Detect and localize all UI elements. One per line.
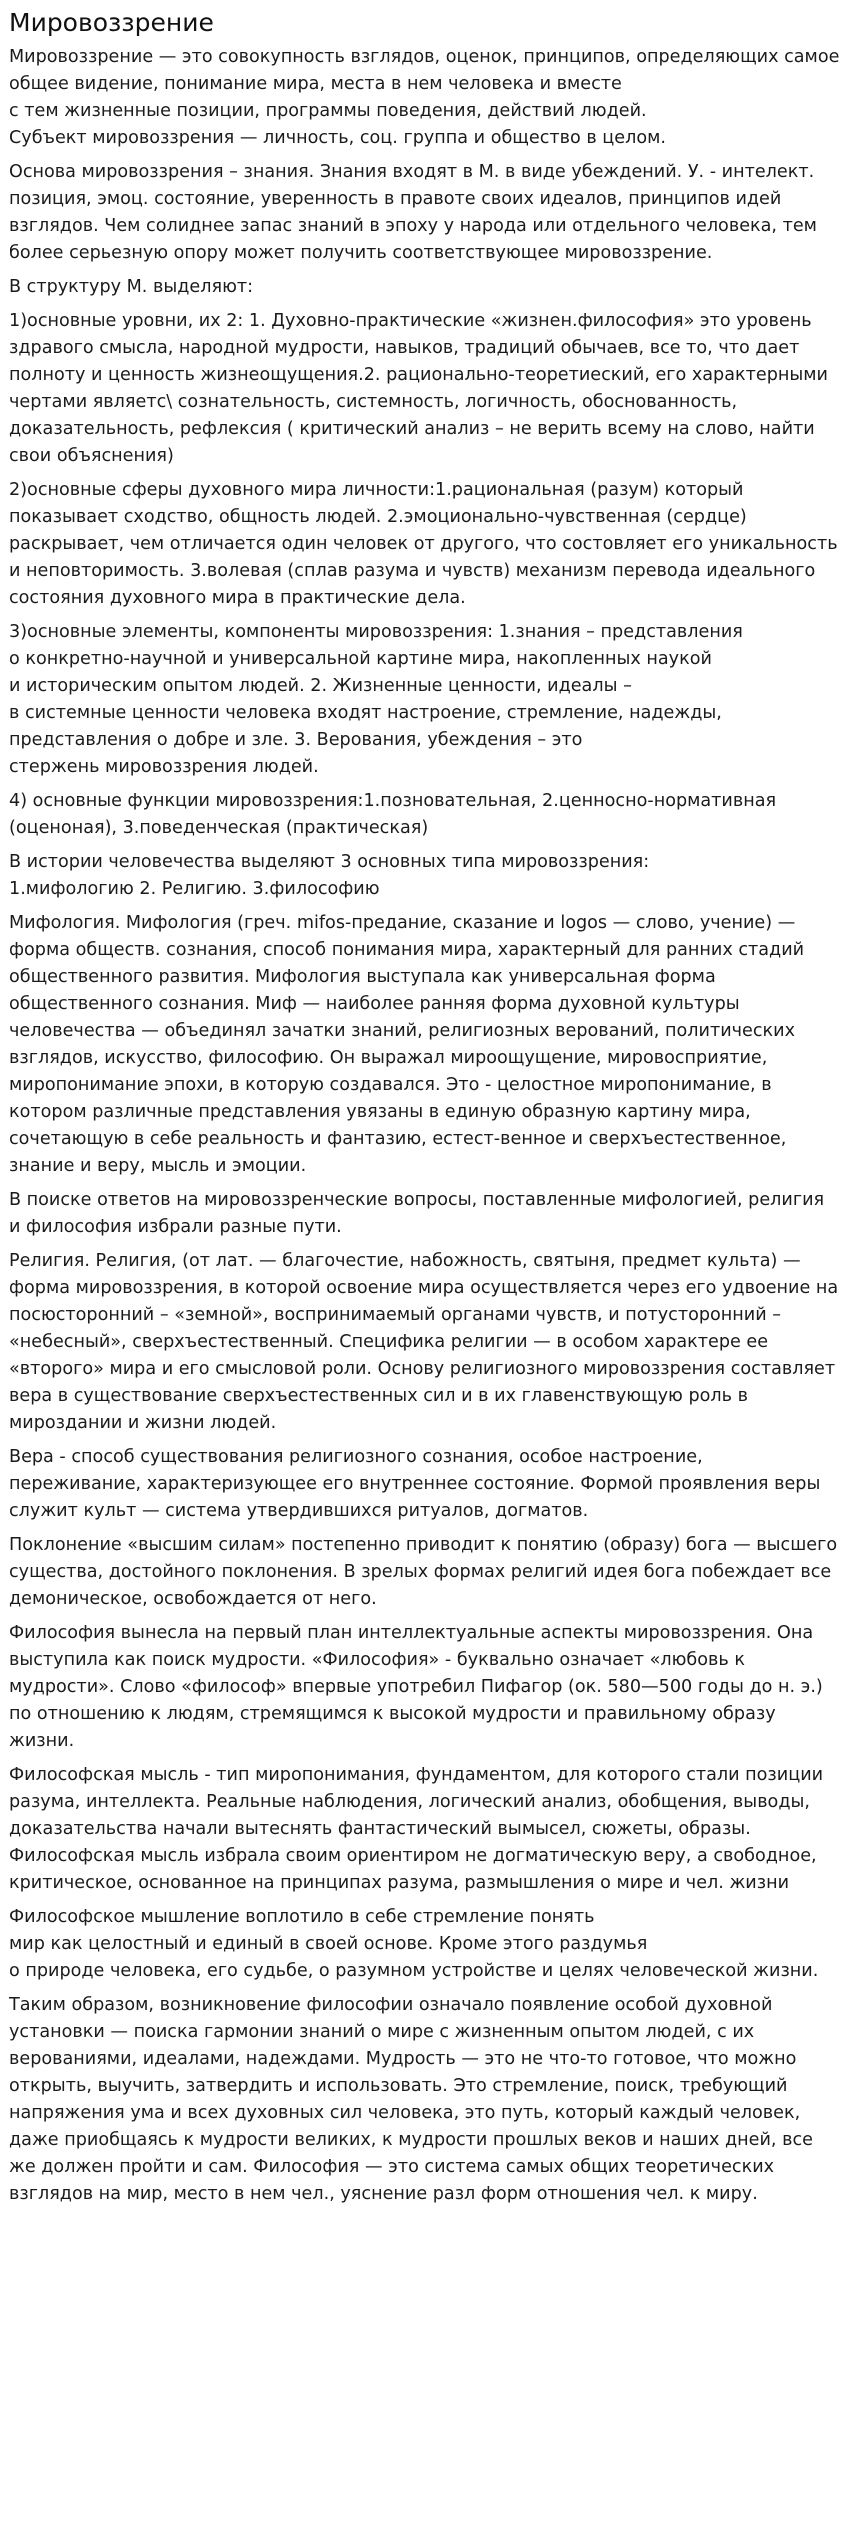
document-body (9, 44, 840, 2208)
paragraph-types: В истории человечества выделяют 3 основных типа мировоззрения: 1.мифологию 2. Религию. 3.философию (9, 852, 650, 899)
paragraph-mythology: Мифология. Мифология (греч. mifos-предание, сказание и logos — слово, учение) — форма обществ. сознания, способ понимания мира, характерный для ранних стадий общественного развития. Мифология выступала как универсальная форма общественного сознания. Миф — наиболее ранняя форма духовной культуры человечества — объединял зачатки знаний, религиозных верований, политических взглядов, искусство, философию. Он выражал мироощущение, мировосприятие, миропонимание эпохи, в которую создавался. Это - целостное миропонимание, в котором различные представления увязаны в единую образную картину мира, сочетающую в себе реальность и фантазию, естест-венное и сверхъестественное, знание и веру, мысль и эмоции. (9, 913, 805, 1176)
page-title: Мировоззрение (9, 8, 214, 37)
paragraph-faith: Вера - способ существования религиозного сознания, особое настроение, переживание, характеризующее его внутреннее состояние. Формой проявления веры служит культ — система утвердившихся ритуалов, догматов. (9, 1447, 821, 1521)
paragraph-worship: Поклонение «высшим силам» постепенно приводит к понятию (образу) бога — высшего существа, достойного поклонения. В зрелых формах религий идея бога побеждает все демоническое, освобождается от него. (9, 1535, 838, 1609)
paragraph-elements: 3)основные элементы, компоненты мировоззрения: 1.знания – представления о конкретно-научной и универсальной картине мира, накопленных наукой и историческим опытом людей. 2. Жизненные ценности, идеалы – в системные ценности человека входят настроение, стремление, надежды, представления о добре и зле. 3. Верования, убеждения – это стержень мировоззрения людей. (9, 622, 743, 777)
paragraph-paths: В поиске ответов на мировоззренческие вопросы, поставленные мифологией, религия и философия избрали разные пути. (9, 1190, 825, 1237)
paragraph-philosophical-thought: Философская мысль - тип миропонимания, фундаментом, для которого стали позиции разума, интеллекта. Реальные наблюдения, логический анализ, обобщения, выводы, доказательства начали вытеснять фантастический вымысел, сюжеты, образы. Философская мысль избрала своим ориентиром не догматическую веру, а свободное, критическое, основанное на принципах разума, размышления о мире и чел. жизни (9, 1765, 824, 1893)
paragraph-philosophical-thinking: Философское мышление воплотило в себе стремление понять мир как целостный и единый в своей основе. Кроме этого раздумья о природе человека, его судьбе, о разумном устройстве и целях человеческой жизни. (9, 1907, 819, 1981)
paragraph-functions: 4) основные функции мировоззрения:1.позновательная, 2.ценносно-нормативная (оценоная), 3.поведенческая (практическая) (9, 791, 777, 838)
paragraph-spheres: 2)основные сферы духовного мира личности:1.рациональная (разум) который показывает сходство, общность людей. 2.эмоционально-чувственная (сердце) раскрывает, чем отличается один человек от другого, что состовляет его уникальность и неповторимость. 3.волевая (сплав разума и чувств) механизм перевода идеального состояния духовного мира в практические дела. (9, 480, 838, 608)
paragraph-levels: 1)основные уровни, их 2: 1. Духовно-практические «жизнен.философия» это уровень здравого смысла, народной мудрости, навыков, традиций обычаев, все то, что дает полноту и ценность жизнеощущения.2. рационально-теоретиеский, его характерными чертами являетс\ сознательность, системность, логичность, обоснованность, доказательность, рефлексия ( критический анализ – не верить всему на слово, найти свои объяснения) (9, 311, 828, 466)
paragraph-basis: Основа мировоззрения – знания. Знания входят в М. в виде убеждений. У. - интелект. позиция, эмоц. состояние, уверенность в правоте своих идеалов, принципов идей взглядов. Чем солиднее запас знаний в эпоху у народа или отдельного человека, тем более серьезную опору может получить соответствующее мировоззрение. (9, 162, 817, 263)
paragraph-religion: Религия. Религия, (от лат. — благочестие, набожность, святыня, предмет культа) — форма мировоззрения, в которой освоение мира осуществляется через его удвоение на посюсторонний – «земной», воспринимаемый органами чувств, и потусторонний – «небесный», сверхъестественный. Специфика религии — в особом характере ее «второго» мира и его смысловой роли. Основу религиозного мировоззрения составляет вера в существование сверхъестественных сил и в их главенствующую роль в мироздании и жизни людей. (9, 1251, 839, 1433)
paragraph-definition: Мировоззрение — это совокупность взглядов, оценок, принципов, определяющих самое общее видение, понимание мира, места в нем человека и вместе с тем жизненные позиции, программы поведения, действий людей. Субъект мировоззрения — личность, соц. группа и общество в целом. (9, 47, 840, 148)
paragraph-structure-intro: В структуру М. выделяют: (9, 277, 254, 297)
paragraph-philosophy: Философия вынесла на первый план интеллектуальные аспекты мировоззрения. Она выступила как поиск мудрости. «Философия» - буквально означает «любовь к мудрости». Слово «философ» впервые употребил Пифагор (ок. 580—500 годы до н. э.) по отношению к людям, стремящимся к высокой мудрости и правильному образу жизни. (9, 1623, 823, 1751)
paragraph-conclusion: Таким образом, возникновение философии означало появление особой духовной установки — поиска гармонии знаний о мире с жизненным опытом людей, с их верованиями, идеалами, надеждами. Мудрость — это не что-то готовое, что можно открыть, выучить, затвердить и использовать. Это стремление, поиск, требующий напряжения ума и всех духовных сил человека, это путь, который каждый человек, даже приобщаясь к мудрости великих, к мудрости прошлых веков и наших дней, все же должен пройти и сам. Философия — это система самых общих теоретических взглядов на мир, место в нем чел., уяснение разл форм отношения чел. к миру. (9, 1995, 813, 2204)
